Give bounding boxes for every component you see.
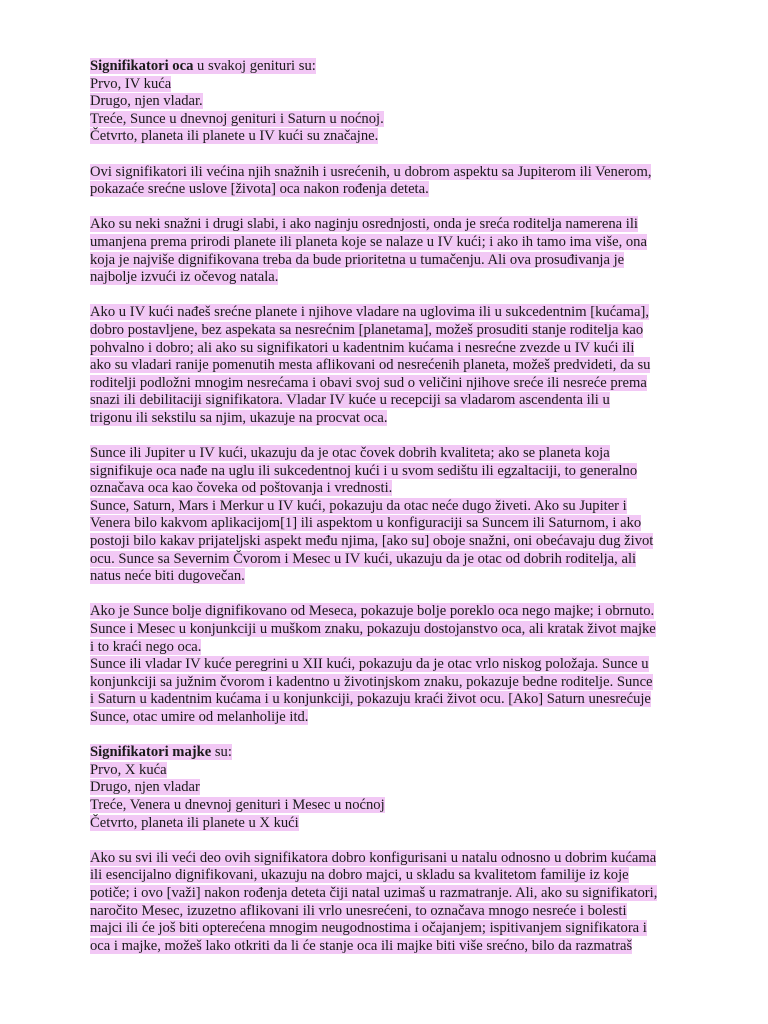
line-text: Ako u IV kući nađeš srećne planete i njihove vladare na uglovima ili u sukcedentnim [kućama], xyxy=(90,304,649,321)
line-text: potiče; i ovo [važi] nakon rođenja deteta čiji natal uzimaš u razmatranje. Ali, ako su signifikatori, xyxy=(90,884,658,901)
line-text: koja je najviše dignifikovana treba da bude prioritetna u tumačenju. Ali ova prosuđivanja je xyxy=(90,251,625,268)
line-text: majci ili će još biti opterećena mnogim neugodnostima i očajanjem; ispitivanjem signifikatora i xyxy=(90,920,647,937)
line-text: Četvrto, planeta ili planete u IV kući su značajne. xyxy=(90,128,379,145)
highlighted-text xyxy=(90,815,299,831)
highlighted-text xyxy=(90,58,316,74)
line-text: i to kraći nego oca. xyxy=(90,638,202,655)
text-line xyxy=(90,903,678,921)
highlighted-text xyxy=(90,480,392,496)
line-text: konjunkciji sa južnim čvorom i kadentno u životinjskom znaku, pokazuje bedne roditelje. Sunce xyxy=(90,673,653,690)
line-text: Ako je Sunce bolje dignifikovano od Meseca, pokazuje bolje poreklo oca nego majke; i obrnuto. xyxy=(90,603,655,620)
highlighted-text xyxy=(90,903,627,919)
highlighted-text xyxy=(90,533,653,549)
line-text: Ovi signifikatori ili većina njih snažnih i usrećenih, u dobrom aspektu sa Jupiterom ili Venerom, xyxy=(90,163,652,180)
line-text: pohvalno i dobro; ali ako su signifikatori u kadentnim kućama i nesrećne zvezde u IV kući ili xyxy=(90,339,635,356)
line-text: Treće, Sunce u dnevnoj genituri i Saturn u noćnoj. xyxy=(90,110,384,127)
text-line xyxy=(90,498,678,516)
text-line xyxy=(90,463,678,481)
text-line xyxy=(90,815,678,833)
text-line xyxy=(90,515,678,533)
highlighted-text xyxy=(90,181,429,197)
highlighted-text xyxy=(90,850,656,866)
highlighted-text xyxy=(90,639,201,655)
highlighted-text xyxy=(90,779,200,795)
paragraph xyxy=(90,304,678,427)
text-line xyxy=(90,691,678,709)
text-line xyxy=(90,410,678,428)
text-line xyxy=(90,340,678,358)
highlighted-text xyxy=(90,621,656,637)
paragraph xyxy=(90,216,678,286)
line-text: ako su vladari ranije pomenutih mesta aflikovani od nesrećenih planeta, možeš predvideti, da su xyxy=(90,357,651,374)
text-line xyxy=(90,76,678,94)
text-line xyxy=(90,762,678,780)
text-line xyxy=(90,674,678,692)
text-line xyxy=(90,304,678,322)
line-text: Ako su neki snažni i drugi slabi, i ako naginju osrednjosti, onda je sreća roditelja namerena ili xyxy=(90,216,638,233)
text-line xyxy=(90,867,678,885)
line-text: označava oca kao čoveka od poštovanja i vrednosti. xyxy=(90,480,393,497)
highlighted-text xyxy=(90,375,647,391)
text-line xyxy=(90,375,678,393)
highlighted-text xyxy=(90,709,308,725)
highlighted-text xyxy=(90,867,629,883)
line-text: ili esencijalno dignifikovani, ukazuju na dobro majci, u skladu sa kvalitetom familije iz koje xyxy=(90,867,629,884)
text-line xyxy=(90,621,678,639)
highlighted-text xyxy=(90,357,650,373)
highlighted-text xyxy=(90,340,634,356)
text-line xyxy=(90,938,678,956)
line-text: pokazaće srećne uslove [života] oca nakon rođenja deteta. xyxy=(90,181,429,198)
text-line xyxy=(90,885,678,903)
highlighted-text xyxy=(90,111,384,127)
line-text: Venera bilo kakvom aplikacijom[1] ili aspektom u konfiguraciji sa Suncem ili Saturnom, i ako xyxy=(90,515,642,532)
text-line xyxy=(90,639,678,657)
highlighted-text xyxy=(90,322,643,338)
text-line xyxy=(90,181,678,199)
highlighted-text xyxy=(90,392,610,408)
text-line xyxy=(90,234,678,252)
text-line xyxy=(90,744,678,762)
text-line xyxy=(90,128,678,146)
highlighted-text xyxy=(90,216,638,232)
highlighted-text xyxy=(90,938,632,954)
line-text: signifikuje oca nađe na uglu ili sukcedentnoj kući i u svom sedištu ili egzaltaciji, to generalno xyxy=(90,462,638,479)
highlighted-text xyxy=(90,744,232,760)
text-line xyxy=(90,920,678,938)
highlighted-text xyxy=(90,885,657,901)
text-line xyxy=(90,392,678,410)
line-text: u svakoj genituri su: xyxy=(193,58,316,74)
highlighted-text xyxy=(90,920,647,936)
highlighted-text xyxy=(90,568,245,584)
line-text: Sunce i Mesec u konjunkciji u muškom znaku, pokazuju dostojanstvo oca, ali kratak život majke xyxy=(90,621,656,637)
text-line xyxy=(90,797,678,815)
highlighted-text xyxy=(90,656,649,672)
line-text: su: xyxy=(211,744,232,761)
line-text: Treće, Venera u dnevnoj genituri i Mesec u noćnoj xyxy=(90,796,385,813)
text-line xyxy=(90,551,678,569)
highlighted-text xyxy=(90,269,278,285)
paragraph xyxy=(90,850,678,956)
line-text: ocu. Sunce sa Severnim Čvorom i Mesec u IV kući, ukazuju da je otac od dobrih roditelja, ali xyxy=(90,550,637,567)
text-line xyxy=(90,603,678,621)
line-text: umanjena prema prirodi planete ili planeta koje se nalaze u IV kući; i ako ih tamo ima više, ona xyxy=(90,233,647,250)
highlighted-text xyxy=(90,128,378,144)
highlighted-text xyxy=(90,797,385,813)
line-text: Prvo, IV kuća xyxy=(90,75,172,92)
text-line xyxy=(90,533,678,551)
text-line xyxy=(90,322,678,340)
text-line xyxy=(90,269,678,287)
highlighted-text xyxy=(90,762,167,778)
paragraph xyxy=(90,164,678,199)
highlighted-text xyxy=(90,445,610,461)
text-line xyxy=(90,58,678,76)
line-text: Drugo, njen vladar xyxy=(90,779,200,796)
text-line xyxy=(90,216,678,234)
paragraph xyxy=(90,445,678,586)
highlighted-text xyxy=(90,93,203,109)
line-text: Drugo, njen vladar. xyxy=(90,93,203,110)
line-text: dobro postavljene, bez aspekata sa nesrećnim [planetama], možeš prosuditi stanje roditelja kao xyxy=(90,321,644,338)
highlighted-text xyxy=(90,551,636,567)
highlighted-text xyxy=(90,498,627,514)
text-line xyxy=(90,480,678,498)
highlighted-text xyxy=(90,304,649,320)
highlighted-text xyxy=(90,691,651,707)
line-text: roditelji podložni mnogim nesrećama i obavi svoj sud o veličini njihove sreće ili nesreće prema xyxy=(90,374,647,391)
paragraph xyxy=(90,744,678,832)
highlighted-text xyxy=(90,603,654,619)
text-line xyxy=(90,111,678,129)
line-text: natus neće biti dugovečan. xyxy=(90,568,245,585)
text-line xyxy=(90,93,678,111)
section-heading: Signifikatori majke xyxy=(90,744,212,761)
text-line xyxy=(90,656,678,674)
line-text: Sunce ili vladar IV kuće peregrini u XII kući, pokazuju da je otac vrlo niskog položaja. Sunce u xyxy=(90,656,649,673)
paragraph xyxy=(90,603,678,726)
paragraph xyxy=(90,58,678,146)
line-text: Sunce, otac umire od melanholije itd. xyxy=(90,708,309,725)
highlighted-text xyxy=(90,410,387,426)
highlighted-text xyxy=(90,234,647,250)
line-text: Ako su svi ili veći deo ovih signifikatora dobro konfigurisani u natalu odnosno u dobrim kućama xyxy=(90,849,657,866)
document-body xyxy=(90,58,678,973)
section-heading: Signifikatori oca xyxy=(90,58,194,74)
text-line xyxy=(90,445,678,463)
line-text: najbolje izvući iz očevog natala. xyxy=(90,269,279,286)
text-line xyxy=(90,709,678,727)
highlighted-text xyxy=(90,515,641,531)
line-text: Četvrto, planeta ili planete u X kući xyxy=(90,814,299,831)
text-line xyxy=(90,164,678,182)
highlighted-text xyxy=(90,463,637,479)
line-text: Prvo, X kuća xyxy=(90,761,167,778)
text-line xyxy=(90,357,678,375)
line-text: Sunce ili Jupiter u IV kući, ukazuju da je otac čovek dobrih kvaliteta; ako se planeta koja xyxy=(90,445,610,462)
highlighted-text xyxy=(90,164,651,180)
line-text: Sunce, Saturn, Mars i Merkur u IV kući, pokazuju da otac neće dugo živeti. Ako su Jupiter i xyxy=(90,497,627,514)
line-text: i Saturn u kadentnim kućama i u konjunkciji, pokazuju kraći život ocu. [Ako] Saturn unesrećuje xyxy=(90,691,651,708)
highlighted-text xyxy=(90,76,171,92)
line-text: oca i majke, možeš lako otkriti da li će stanje oca ili majke biti više srećno, bilo da razmatraš xyxy=(90,937,633,954)
highlighted-text xyxy=(90,674,653,690)
text-line xyxy=(90,850,678,868)
line-text: trigonu ili sekstilu sa njim, ukazuje na procvat oca. xyxy=(90,409,388,426)
text-line xyxy=(90,779,678,797)
line-text: postoji bilo kakav prijateljski aspekt među njima, [ako su] oboje snažni, oni obećavaju dug život xyxy=(90,533,654,550)
text-line xyxy=(90,252,678,270)
line-text: naročito Mesec, izuzetno aflikovani ili vrlo unesrećeni, to označava mnogo nesreće i bolesti xyxy=(90,902,627,919)
highlighted-text xyxy=(90,252,624,268)
text-line xyxy=(90,568,678,586)
line-text: snazi ili debilitaciji signifikatora. Vladar IV kuće u recepciji sa vladarom ascendenta ili u xyxy=(90,392,610,409)
